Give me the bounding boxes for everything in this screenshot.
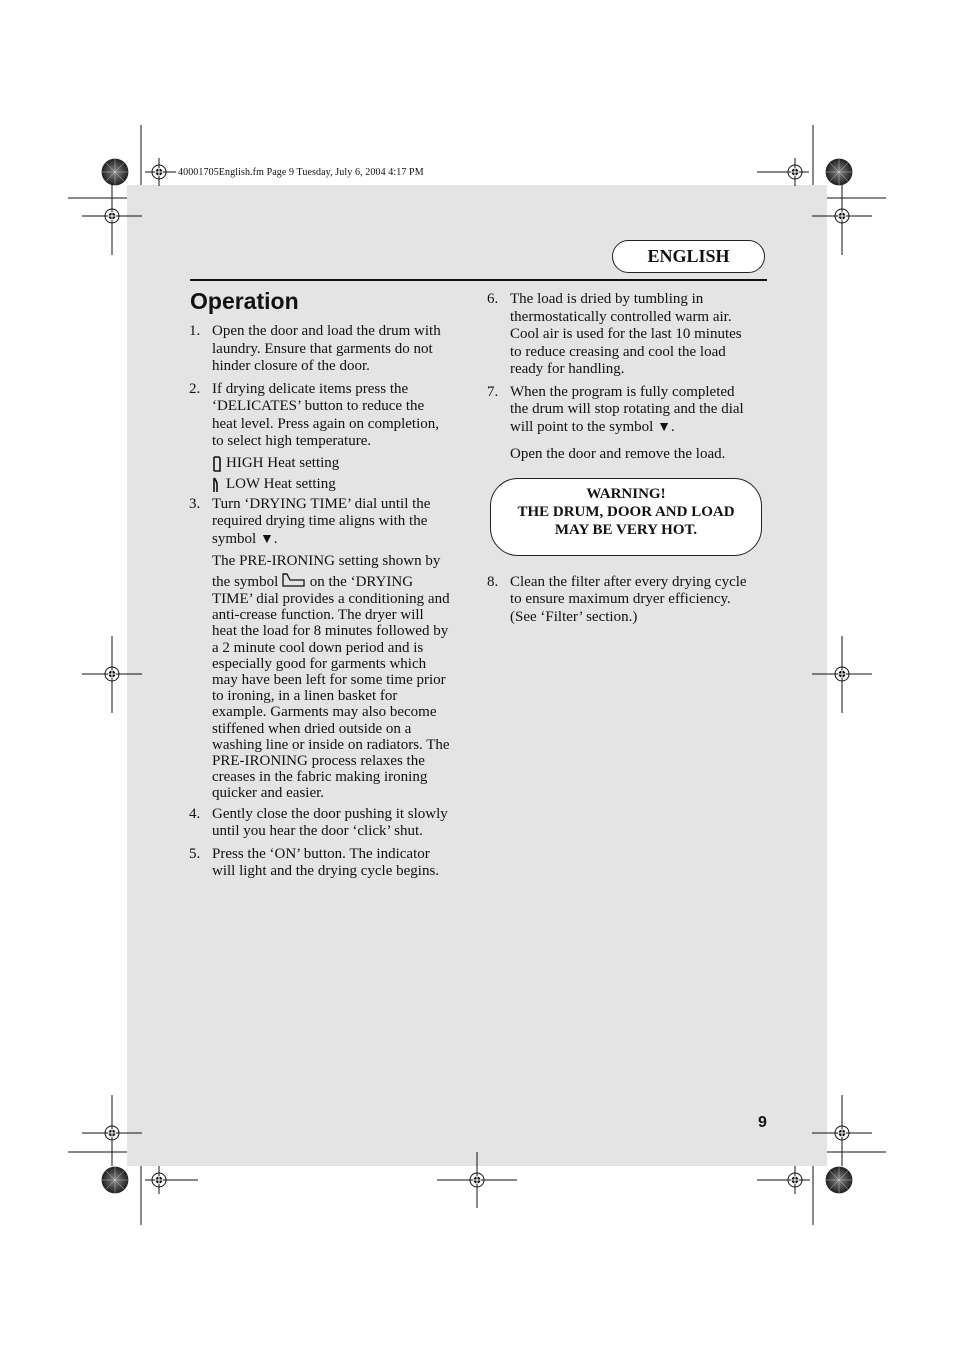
item-text-line: Turn ‘DRYING TIME’ dial until the xyxy=(212,495,431,512)
page-number: 9 xyxy=(758,1114,767,1131)
right-column xyxy=(487,291,767,631)
item-number: 4. xyxy=(189,805,201,822)
item-text-line: Gently close the door pushing it slowly xyxy=(212,805,448,822)
pre-ironing-line: PRE-IRONING process relaxes the xyxy=(212,753,425,770)
pre-ironing-line: The PRE-IRONING setting shown by xyxy=(212,553,441,569)
pre-ironing-line: especially good for garments which xyxy=(212,655,427,672)
list-item-7 xyxy=(487,384,767,437)
list-item-1 xyxy=(189,323,466,376)
item-text-line: to ensure maximum dryer efficiency. xyxy=(510,591,731,607)
pre-ironing-line: TIME’ dial provides a conditioning and xyxy=(212,591,450,607)
pre-ironing-line: example. Garments may also become xyxy=(212,704,437,721)
item-text-line: to select high temperature. xyxy=(212,433,372,449)
item-text-line: Open the door and load the drum with xyxy=(212,323,441,339)
item-text-line: Clean the filter after every drying cycle xyxy=(510,573,747,590)
list-item-8 xyxy=(487,574,767,627)
list-item-3 xyxy=(189,496,466,549)
item-number: 7. xyxy=(487,383,499,400)
warning-line: MAY BE VERY HOT. xyxy=(554,521,698,538)
item-text-line: The load is dried by tumbling in xyxy=(510,291,704,307)
item-text-line: heat level. Press again on completion, xyxy=(212,415,440,432)
pre-ironing-icon xyxy=(282,573,306,587)
high-heat-icon xyxy=(212,456,222,472)
warning-heading: WARNING! xyxy=(586,485,666,502)
pre-ironing-line: creases in the fabric making ironing xyxy=(212,769,428,786)
list-item-6 xyxy=(487,291,767,379)
item-number: 8. xyxy=(487,573,499,590)
item-text-line: required drying time aligns with the xyxy=(212,513,428,529)
item-number: 1. xyxy=(189,323,201,339)
low-heat-icon xyxy=(212,477,222,493)
item-text-line: Cool air is used for the last 10 minutes xyxy=(510,326,742,342)
item-number: 6. xyxy=(487,291,499,307)
pre-ironing-line: stiffened when dried outside on a xyxy=(212,720,412,737)
pre-ironing-line: anti-crease function. The dryer will xyxy=(212,607,424,624)
section-title: Operation xyxy=(190,288,299,314)
left-column xyxy=(189,323,466,886)
pre-ironing-line: washing line or inside on radiators. The xyxy=(212,736,450,753)
dial-pointer-triangle-icon: ▼ xyxy=(657,419,671,435)
item-text-line: symbol xyxy=(212,530,257,547)
pre-ironing-line: on the ‘DRYING xyxy=(309,573,414,590)
item-number: 2. xyxy=(189,380,201,397)
pre-ironing-line: a 2 minute cool down period and is xyxy=(212,639,424,656)
list-item-5 xyxy=(189,846,466,881)
language-tab xyxy=(612,240,765,273)
pre-ironing-line: heat the load for 8 minutes followed by xyxy=(212,623,449,640)
warning-line: THE DRUM, DOOR AND LOAD xyxy=(517,503,735,520)
item-text-line: Press the ‘ON’ button. The indicator xyxy=(212,845,430,862)
pre-ironing-line: quicker and easier. xyxy=(212,785,325,802)
list-item-4 xyxy=(189,806,466,841)
file-info-header: 40001705English.fm Page 9 Tuesday, July 6, 2004 4:17 PM xyxy=(178,167,424,178)
heat-high-label: HIGH Heat setting xyxy=(226,455,340,472)
item-text-line: thermostatically controlled warm air. xyxy=(510,308,732,325)
sentence-period: . xyxy=(670,418,675,435)
item-text-line: If drying delicate items press the xyxy=(212,380,409,397)
language-label: ENGLISH xyxy=(647,246,730,266)
item-text-line: until you hear the door ‘click’ shut. xyxy=(212,823,423,840)
item-text-line: laundry. Ensure that garments do not xyxy=(212,340,433,357)
item-text-line: to reduce creasing and cool the load xyxy=(510,343,726,360)
heat-high-row xyxy=(189,454,466,475)
item-text-line: hinder closure of the door. xyxy=(212,358,370,374)
heat-low-row xyxy=(189,475,466,496)
item-text-line: ‘DELICATES’ button to reduce the xyxy=(212,398,425,414)
item-text-line: will point to the symbol xyxy=(510,418,654,435)
pre-ironing-paragraph xyxy=(189,553,466,802)
item-text-line: When the program is fully completed xyxy=(510,383,735,400)
item-number: 3. xyxy=(189,495,201,512)
item-text-line: the drum will stop rotating and the dial xyxy=(510,401,744,417)
list-item-2 xyxy=(189,381,466,451)
item-text-line: ready for handling. xyxy=(510,361,625,377)
item-number: 5. xyxy=(189,845,201,862)
pre-ironing-line: to ironing, in a linen basket for xyxy=(212,688,398,705)
item-text-line: (See ‘Filter’ section.) xyxy=(510,608,638,625)
item-text-line: will light and the drying cycle begins. xyxy=(212,863,440,880)
open-door-text: Open the door and remove the load. xyxy=(510,446,726,462)
sentence-period: . xyxy=(273,530,278,547)
pre-ironing-line: may have been left for some time prior xyxy=(212,672,446,689)
dial-pointer-triangle-icon: ▼ xyxy=(259,531,274,547)
warning-box xyxy=(490,478,762,556)
header-rule xyxy=(190,279,767,281)
heat-low-label: LOW Heat setting xyxy=(226,476,336,493)
pre-ironing-line: the symbol xyxy=(212,573,279,590)
